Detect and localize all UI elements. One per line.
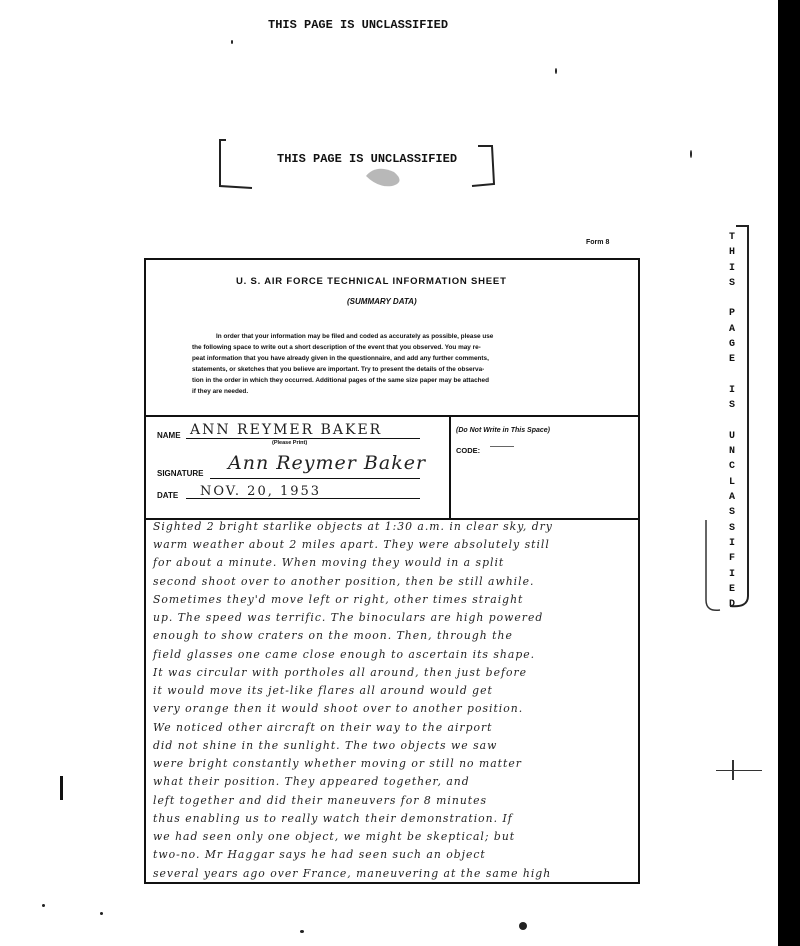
scan-speck xyxy=(231,40,233,44)
scan-speck xyxy=(690,150,692,158)
vertical-banner-char: S xyxy=(728,522,735,534)
narrative-line: field glasses one came close enough to ascertain its shape. xyxy=(153,648,536,661)
form-divider xyxy=(449,415,451,519)
scan-speck xyxy=(300,930,304,933)
vertical-banner-char: C xyxy=(728,461,735,473)
vertical-banner-char: F xyxy=(728,553,735,565)
signature-value: Ann Reymer Baker xyxy=(228,452,427,474)
form-title: U. S. AIR FORCE TECHNICAL INFORMATION SHEET xyxy=(236,276,507,287)
narrative-line: warm weather about 2 miles apart. They were absolutely still xyxy=(153,538,550,551)
narrative-line: it would move its jet-like flares all around would get xyxy=(153,684,493,697)
signature-label: SIGNATURE xyxy=(157,469,204,478)
narrative-line: for about a minute. When moving they would in a split xyxy=(153,556,505,569)
form-number: Form 8 xyxy=(586,239,610,246)
narrative-line: We noticed other aircraft on their way to the airport xyxy=(153,721,493,734)
form-subtitle: (SUMMARY DATA) xyxy=(347,297,417,306)
scan-speck xyxy=(555,68,557,74)
vertical-banner-char: I xyxy=(728,537,735,549)
narrative-line: left together and did their maneuvers for 8 minutes xyxy=(153,794,488,807)
vertical-banner-char: H xyxy=(728,247,735,259)
vertical-banner-char: A xyxy=(728,323,735,335)
vertical-banner-char: E xyxy=(728,583,735,595)
form-box xyxy=(144,258,640,884)
vertical-banner-char: S xyxy=(728,277,735,289)
narrative-line: It was circular with portholes all around, then just before xyxy=(153,666,528,679)
vertical-banner-char: E xyxy=(728,354,735,366)
scan-mark xyxy=(60,776,63,800)
scan-speck xyxy=(519,922,527,930)
narrative-line: very orange then it would shoot over to another position. xyxy=(153,702,524,715)
instruction-line: In order that your information may be filed and coded as accurately as possible, please use xyxy=(216,333,494,340)
office-use-label: (Do Not Write in This Space) xyxy=(456,427,550,434)
form-divider xyxy=(144,415,640,417)
scan-speck xyxy=(42,904,45,907)
date-label: DATE xyxy=(157,491,179,500)
narrative-line: thus enabling us to really watch their demonstration. If xyxy=(153,812,513,825)
vertical-banner-char: T xyxy=(728,232,735,243)
name-value: ANN REYMER BAKER xyxy=(190,422,383,438)
narrative-line: Sighted 2 bright starlike objects at 1:30 a.m. in clear sky, dry xyxy=(153,520,553,533)
vertical-banner-char: I xyxy=(728,568,735,580)
narrative-line: what their position. They appeared together, and xyxy=(153,775,470,788)
vertical-banner-char: P xyxy=(728,308,735,320)
narrative-line: did not shine in the sunlight. The two objects we saw xyxy=(153,739,498,752)
narrative-line: up. The speed was terrific. The binoculars are high powered xyxy=(153,611,544,624)
scan-mark xyxy=(732,760,734,780)
narrative-line: two-no. Mr Haggar says he had seen such an object xyxy=(153,848,486,861)
vertical-banner-char: I xyxy=(728,384,735,396)
narrative-line: enough to show craters on the moon. Then, through the xyxy=(153,629,513,642)
vertical-banner-char: S xyxy=(728,400,735,412)
vertical-banner-char: I xyxy=(728,262,735,274)
vertical-banner-bracket xyxy=(700,220,760,620)
instruction-line: statements, or sketches that you believe are important. Try to present the details of the observa- xyxy=(192,366,485,373)
vertical-banner-char: N xyxy=(728,446,735,458)
instruction-line: tion in the order in which they occurred. Additional pages of the same size paper may be attached xyxy=(192,377,489,384)
vertical-banner-char: A xyxy=(728,492,735,504)
instruction-line: peat information that you have already given in the questionnaire, and add any further comments, xyxy=(192,355,489,362)
vertical-banner-char: L xyxy=(728,476,735,488)
narrative-line: second shoot over to another position, then be still awhile. xyxy=(153,575,535,588)
narrative-line: were bright constantly whether moving or still no matter xyxy=(153,757,522,770)
name-line xyxy=(186,438,420,439)
instruction-line: if they are needed. xyxy=(192,388,249,395)
vertical-banner-char: G xyxy=(728,339,735,351)
vertical-banner-char: U xyxy=(728,430,735,442)
stamp-classification-banner: THIS PAGE IS UNCLASSIFIED xyxy=(277,152,458,166)
name-label: NAME xyxy=(157,431,181,440)
scan-speck xyxy=(100,912,103,915)
scan-mark xyxy=(716,770,762,771)
narrative-line: we had seen only one object, we might be skeptical; but xyxy=(153,830,516,843)
top-classification-banner: THIS PAGE IS UNCLASSIFIED xyxy=(268,18,449,32)
narrative-line: Sometimes they'd move left or right, other times straight xyxy=(153,593,524,606)
instruction-line: the following space to write out a short description of the event that you observed. You may re- xyxy=(192,344,481,351)
vertical-banner-char: S xyxy=(728,507,735,519)
code-mark xyxy=(490,446,514,447)
vertical-banner-char: D xyxy=(728,599,735,611)
please-print-label: (Please Print) xyxy=(272,440,308,446)
date-value: NOV. 20, 1953 xyxy=(200,484,322,499)
code-label: CODE: xyxy=(456,446,481,455)
signature-line xyxy=(210,478,420,479)
narrative-line: several years ago over France, maneuvering at the same high xyxy=(153,867,552,880)
